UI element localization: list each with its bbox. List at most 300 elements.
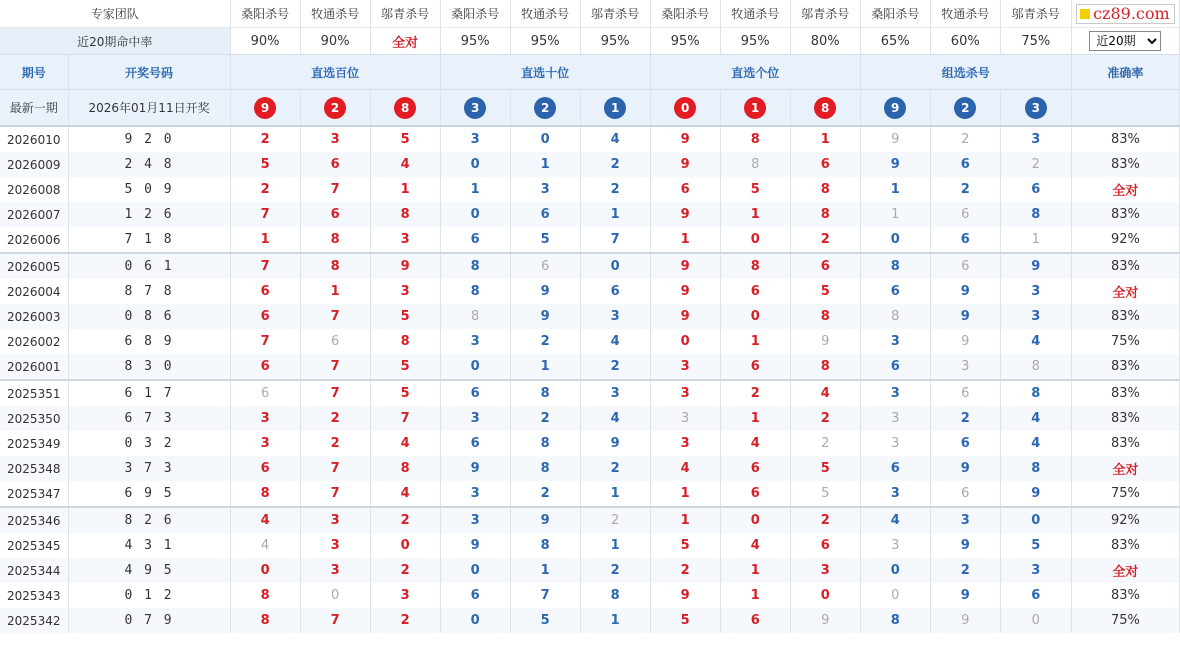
kill-number: 7 <box>300 304 370 329</box>
kill-number: 3 <box>440 406 510 431</box>
table-row <box>0 304 1180 329</box>
hit-rate-value: 95% <box>720 28 790 55</box>
kill-number: 2 <box>720 380 790 406</box>
hit-rate-value: 95% <box>650 28 720 55</box>
kill-number: 1 <box>510 152 580 177</box>
col-hundreds-header: 直选百位 <box>230 55 440 90</box>
kill-number: 6 <box>230 279 300 304</box>
kill-number: 5 <box>720 177 790 202</box>
kill-number: 3 <box>440 126 510 152</box>
kill-ball: 9 <box>254 97 276 119</box>
period-number: 2026009 <box>0 152 68 177</box>
kill-number: 3 <box>300 558 370 583</box>
kill-number: 2 <box>790 507 860 533</box>
kill-number: 6 <box>860 456 930 481</box>
kill-number: 2 <box>580 558 650 583</box>
table-row <box>0 177 1180 202</box>
kill-number: 3 <box>650 380 720 406</box>
kill-number: 9 <box>790 329 860 354</box>
kill-number: 1 <box>650 507 720 533</box>
kill-number: 8 <box>300 253 370 279</box>
kill-ball: 3 <box>464 97 486 119</box>
kill-number: 5 <box>790 481 860 507</box>
kill-number: 1 <box>860 202 930 227</box>
kill-number: 1 <box>230 227 300 253</box>
kill-number: 1 <box>790 126 860 152</box>
accuracy-value: 83% <box>1071 304 1179 329</box>
kill-number: 2 <box>790 431 860 456</box>
kill-number: 5 <box>650 533 720 558</box>
kill-ball: 2 <box>324 97 346 119</box>
kill-number: 1 <box>440 177 510 202</box>
kill-number: 8 <box>720 253 790 279</box>
kill-number: 6 <box>440 583 510 608</box>
draw-number: 8 2 6 <box>68 507 230 533</box>
kill-number: 2 <box>1000 152 1071 177</box>
kill-number: 4 <box>790 380 860 406</box>
kill-number: 9 <box>650 279 720 304</box>
kill-number: 8 <box>1000 354 1071 380</box>
expert-name: 邬青杀号 <box>370 0 440 28</box>
kill-number: 3 <box>860 533 930 558</box>
kill-number: 9 <box>650 152 720 177</box>
kill-number: 2 <box>930 126 1000 152</box>
kill-number: 8 <box>720 152 790 177</box>
kill-number: 3 <box>860 380 930 406</box>
kill-number: 8 <box>720 126 790 152</box>
kill-number: 9 <box>510 279 580 304</box>
kill-number: 9 <box>650 126 720 152</box>
kill-number: 9 <box>650 304 720 329</box>
kill-number: 1 <box>510 558 580 583</box>
draw-number: 2 4 8 <box>68 152 230 177</box>
kill-number: 2 <box>650 558 720 583</box>
kill-number: 8 <box>440 253 510 279</box>
hit-rate-value: 80% <box>790 28 860 55</box>
kill-number: 8 <box>790 177 860 202</box>
kill-number: 6 <box>790 152 860 177</box>
draw-number: 7 1 8 <box>68 227 230 253</box>
kill-number: 9 <box>370 253 440 279</box>
kill-number: 7 <box>300 177 370 202</box>
kill-number: 4 <box>230 533 300 558</box>
kill-number: 5 <box>790 279 860 304</box>
kill-number: 6 <box>230 456 300 481</box>
kill-number: 6 <box>300 329 370 354</box>
kill-number: 0 <box>720 304 790 329</box>
kill-number: 3 <box>790 558 860 583</box>
kill-number: 9 <box>930 608 1000 633</box>
kill-number: 7 <box>510 583 580 608</box>
kill-number: 2 <box>790 227 860 253</box>
kill-number: 3 <box>1000 304 1071 329</box>
accuracy-value: 83% <box>1071 380 1179 406</box>
accuracy-value: 83% <box>1071 533 1179 558</box>
kill-number: 4 <box>580 329 650 354</box>
kill-number: 1 <box>300 279 370 304</box>
accuracy-value: 83% <box>1071 253 1179 279</box>
kill-number: 6 <box>510 253 580 279</box>
kill-number: 9 <box>650 583 720 608</box>
kill-number: 0 <box>440 558 510 583</box>
expert-name: 桑阳杀号 <box>650 0 720 28</box>
kill-number: 3 <box>510 177 580 202</box>
draw-number: 0 7 9 <box>68 608 230 633</box>
kill-number: 4 <box>1000 329 1071 354</box>
kill-ball: 0 <box>674 97 696 119</box>
kill-number: 0 <box>440 608 510 633</box>
table-row <box>0 406 1180 431</box>
kill-number: 2 <box>930 406 1000 431</box>
kill-number: 1 <box>720 202 790 227</box>
cz89-logo[interactable] <box>1076 4 1175 24</box>
draw-number: 6 9 5 <box>68 481 230 507</box>
kill-number: 7 <box>580 227 650 253</box>
kill-number: 3 <box>860 329 930 354</box>
kill-number: 3 <box>650 406 720 431</box>
kill-number: 7 <box>370 406 440 431</box>
logo-cell <box>1071 0 1179 28</box>
kill-number: 8 <box>230 608 300 633</box>
kill-number: 3 <box>580 380 650 406</box>
kill-number: 2 <box>930 558 1000 583</box>
draw-number: 3 7 3 <box>68 456 230 481</box>
kill-number: 9 <box>930 304 1000 329</box>
kill-number: 8 <box>440 304 510 329</box>
kill-number: 1 <box>720 406 790 431</box>
hit-rate-value: 60% <box>930 28 1000 55</box>
kill-number: 9 <box>1000 481 1071 507</box>
hit-rate-label: 近20期命中率 <box>0 28 230 55</box>
kill-number: 3 <box>1000 279 1071 304</box>
expert-name: 邬青杀号 <box>790 0 860 28</box>
accuracy-value: 全对 <box>1071 177 1179 202</box>
kill-number: 8 <box>790 304 860 329</box>
kill-number: 9 <box>930 279 1000 304</box>
kill-number: 3 <box>300 533 370 558</box>
kill-number: 0 <box>860 583 930 608</box>
draw-number: 0 3 2 <box>68 431 230 456</box>
expert-name: 桑阳杀号 <box>860 0 930 28</box>
hit-rate-value: 90% <box>300 28 370 55</box>
kill-number: 9 <box>930 533 1000 558</box>
accuracy-value: 83% <box>1071 152 1179 177</box>
kill-number: 8 <box>860 253 930 279</box>
kill-number: 3 <box>370 583 440 608</box>
kill-ball: 2 <box>534 97 556 119</box>
col-units-header: 直选个位 <box>650 55 860 90</box>
accuracy-value: 83% <box>1071 354 1179 380</box>
kill-number: 8 <box>860 608 930 633</box>
kill-number: 2 <box>510 481 580 507</box>
kill-number: 3 <box>860 431 930 456</box>
kill-number: 7 <box>300 456 370 481</box>
kill-number: 4 <box>1000 431 1071 456</box>
kill-ball: 1 <box>744 97 766 119</box>
kill-number: 2 <box>580 354 650 380</box>
kill-number: 6 <box>230 304 300 329</box>
expert-name: 牧通杀号 <box>930 0 1000 28</box>
expert-name: 牧通杀号 <box>720 0 790 28</box>
kill-number: 9 <box>860 126 930 152</box>
draw-number: 6 8 9 <box>68 329 230 354</box>
kill-number: 9 <box>860 152 930 177</box>
kill-ball: 3 <box>1025 97 1047 119</box>
hit-rate-value: 65% <box>860 28 930 55</box>
draw-number: 6 7 3 <box>68 406 230 431</box>
hit-rate-row <box>0 28 1180 55</box>
hit-rate-value: 95% <box>510 28 580 55</box>
expert-name: 邬青杀号 <box>1000 0 1071 28</box>
kill-number: 5 <box>370 126 440 152</box>
period-number: 2026003 <box>0 304 68 329</box>
kill-number: 8 <box>790 202 860 227</box>
table-row <box>0 279 1180 304</box>
kill-number: 8 <box>1000 456 1071 481</box>
latest-label: 最新一期 <box>0 90 68 127</box>
kill-number: 3 <box>1000 558 1071 583</box>
kill-number: 6 <box>930 380 1000 406</box>
logo-text: cz89.com <box>1093 3 1170 23</box>
kill-number: 0 <box>370 533 440 558</box>
kill-number: 6 <box>440 431 510 456</box>
period-range-select[interactable] <box>1089 31 1161 51</box>
kill-number: 0 <box>790 583 860 608</box>
expert-name: 牧通杀号 <box>510 0 580 28</box>
kill-number: 3 <box>650 354 720 380</box>
draw-number: 6 1 7 <box>68 380 230 406</box>
period-number: 2025350 <box>0 406 68 431</box>
kill-number: 6 <box>510 202 580 227</box>
kill-number: 1 <box>720 329 790 354</box>
kill-number: 4 <box>580 126 650 152</box>
kill-number: 1 <box>580 202 650 227</box>
table-row <box>0 253 1180 279</box>
kill-number: 9 <box>1000 253 1071 279</box>
kill-number: 8 <box>230 481 300 507</box>
kill-number: 2 <box>510 406 580 431</box>
kill-number: 6 <box>440 380 510 406</box>
kill-number: 8 <box>510 380 580 406</box>
kill-number: 6 <box>440 227 510 253</box>
kill-number: 3 <box>440 507 510 533</box>
kill-number: 6 <box>720 456 790 481</box>
draw-number: 5 0 9 <box>68 177 230 202</box>
kill-number: 3 <box>230 431 300 456</box>
kill-number: 3 <box>860 406 930 431</box>
kill-number: 4 <box>230 507 300 533</box>
kill-number: 8 <box>580 583 650 608</box>
kill-number: 4 <box>1000 406 1071 431</box>
kill-number: 9 <box>650 253 720 279</box>
kill-number: 8 <box>1000 202 1071 227</box>
kill-number: 4 <box>720 431 790 456</box>
kill-number: 6 <box>1000 583 1071 608</box>
accuracy-value: 75% <box>1071 608 1179 633</box>
kill-number: 6 <box>230 380 300 406</box>
kill-number: 1 <box>650 481 720 507</box>
period-number: 2026006 <box>0 227 68 253</box>
kill-number: 1 <box>860 177 930 202</box>
table-row <box>0 507 1180 533</box>
kill-number: 2 <box>580 456 650 481</box>
kill-number: 0 <box>510 126 580 152</box>
kill-number: 7 <box>300 608 370 633</box>
kill-number: 5 <box>510 608 580 633</box>
period-number: 2026002 <box>0 329 68 354</box>
accuracy-value: 83% <box>1071 583 1179 608</box>
expert-name: 邬青杀号 <box>580 0 650 28</box>
table-row <box>0 583 1180 608</box>
kill-number: 0 <box>720 507 790 533</box>
kill-number: 8 <box>440 279 510 304</box>
kill-number: 6 <box>930 152 1000 177</box>
table-row <box>0 354 1180 380</box>
kill-number: 6 <box>230 354 300 380</box>
period-number: 2025342 <box>0 608 68 633</box>
expert-name: 桑阳杀号 <box>230 0 300 28</box>
kill-number: 9 <box>440 533 510 558</box>
draw-number: 9 2 0 <box>68 126 230 152</box>
kill-number: 6 <box>720 608 790 633</box>
kill-number: 8 <box>370 202 440 227</box>
kill-number: 2 <box>790 406 860 431</box>
kill-number: 8 <box>300 227 370 253</box>
kill-number: 6 <box>300 152 370 177</box>
kill-ball: 2 <box>954 97 976 119</box>
kill-number: 0 <box>440 354 510 380</box>
period-number: 2025348 <box>0 456 68 481</box>
accuracy-value: 92% <box>1071 227 1179 253</box>
kill-ball: 9 <box>884 97 906 119</box>
col-period-header: 期号 <box>0 55 68 90</box>
col-draw-header: 开奖号码 <box>68 55 230 90</box>
kill-number: 6 <box>580 279 650 304</box>
period-number: 2026007 <box>0 202 68 227</box>
latest-prediction-row <box>0 90 1180 127</box>
kill-number: 9 <box>440 456 510 481</box>
kill-number: 8 <box>1000 380 1071 406</box>
kill-number: 1 <box>580 608 650 633</box>
kill-number: 4 <box>370 481 440 507</box>
kill-number: 0 <box>300 583 370 608</box>
table-row <box>0 533 1180 558</box>
kill-number: 2 <box>930 177 1000 202</box>
kill-number: 0 <box>860 227 930 253</box>
kill-number: 5 <box>510 227 580 253</box>
kill-number: 7 <box>300 354 370 380</box>
table-row <box>0 152 1180 177</box>
period-number: 2026001 <box>0 354 68 380</box>
table-row <box>0 227 1180 253</box>
kill-number: 3 <box>930 354 1000 380</box>
kill-number: 0 <box>860 558 930 583</box>
draw-number: 4 3 1 <box>68 533 230 558</box>
kill-number: 6 <box>930 481 1000 507</box>
col-tens-header: 直选十位 <box>440 55 650 90</box>
hit-rate-value: 90% <box>230 28 300 55</box>
hit-rate-value: 75% <box>1000 28 1071 55</box>
kill-number: 4 <box>860 507 930 533</box>
kill-number: 3 <box>440 481 510 507</box>
kill-number: 7 <box>230 202 300 227</box>
accuracy-value: 83% <box>1071 406 1179 431</box>
kill-number: 8 <box>510 431 580 456</box>
kill-number: 2 <box>580 177 650 202</box>
accuracy-value: 全对 <box>1071 558 1179 583</box>
kill-number: 8 <box>230 583 300 608</box>
kill-number: 3 <box>300 126 370 152</box>
accuracy-value: 75% <box>1071 481 1179 507</box>
kill-number: 6 <box>860 354 930 380</box>
kill-number: 2 <box>230 126 300 152</box>
kill-number: 9 <box>790 608 860 633</box>
kill-number: 0 <box>230 558 300 583</box>
kill-number: 7 <box>300 380 370 406</box>
kill-number: 1 <box>1000 227 1071 253</box>
kill-number: 1 <box>580 481 650 507</box>
period-number: 2025349 <box>0 431 68 456</box>
kill-number: 8 <box>370 456 440 481</box>
hit-rate-value: 全对 <box>370 28 440 55</box>
kill-number: 6 <box>930 202 1000 227</box>
table-row <box>0 431 1180 456</box>
kill-number: 0 <box>1000 507 1071 533</box>
kill-number: 4 <box>580 406 650 431</box>
kill-number: 8 <box>860 304 930 329</box>
expert-name: 牧通杀号 <box>300 0 370 28</box>
kill-number: 6 <box>860 279 930 304</box>
kill-number: 2 <box>370 608 440 633</box>
kill-number: 5 <box>1000 533 1071 558</box>
kill-number: 2 <box>510 329 580 354</box>
kill-number: 5 <box>790 456 860 481</box>
period-number: 2025347 <box>0 481 68 507</box>
table-row <box>0 481 1180 507</box>
kill-number: 9 <box>510 507 580 533</box>
kill-number: 1 <box>720 583 790 608</box>
expert-name: 桑阳杀号 <box>440 0 510 28</box>
kill-number: 3 <box>860 481 930 507</box>
kill-ball: 1 <box>604 97 626 119</box>
kill-number: 2 <box>300 431 370 456</box>
col-group-header: 组选杀号 <box>860 55 1071 90</box>
kill-number: 9 <box>930 329 1000 354</box>
kill-number: 7 <box>300 481 370 507</box>
kill-number: 9 <box>930 456 1000 481</box>
kill-number: 3 <box>930 507 1000 533</box>
draw-number: 0 1 2 <box>68 583 230 608</box>
accuracy-value: 92% <box>1071 507 1179 533</box>
kill-number: 6 <box>1000 177 1071 202</box>
kill-number: 4 <box>650 456 720 481</box>
kill-number: 2 <box>580 507 650 533</box>
kill-number: 2 <box>370 507 440 533</box>
kill-number: 6 <box>720 279 790 304</box>
latest-date: 2026年01月11日开奖 <box>68 90 230 127</box>
kill-number: 6 <box>720 354 790 380</box>
kill-number: 6 <box>790 253 860 279</box>
yellow-square-icon <box>1080 9 1090 19</box>
kill-number: 9 <box>510 304 580 329</box>
table-row <box>0 608 1180 633</box>
kill-number: 5 <box>230 152 300 177</box>
kill-ball: 8 <box>394 97 416 119</box>
kill-number: 7 <box>230 253 300 279</box>
expert-header-row <box>0 0 1180 28</box>
kill-number: 6 <box>790 533 860 558</box>
team-label: 专家团队 <box>0 0 230 28</box>
